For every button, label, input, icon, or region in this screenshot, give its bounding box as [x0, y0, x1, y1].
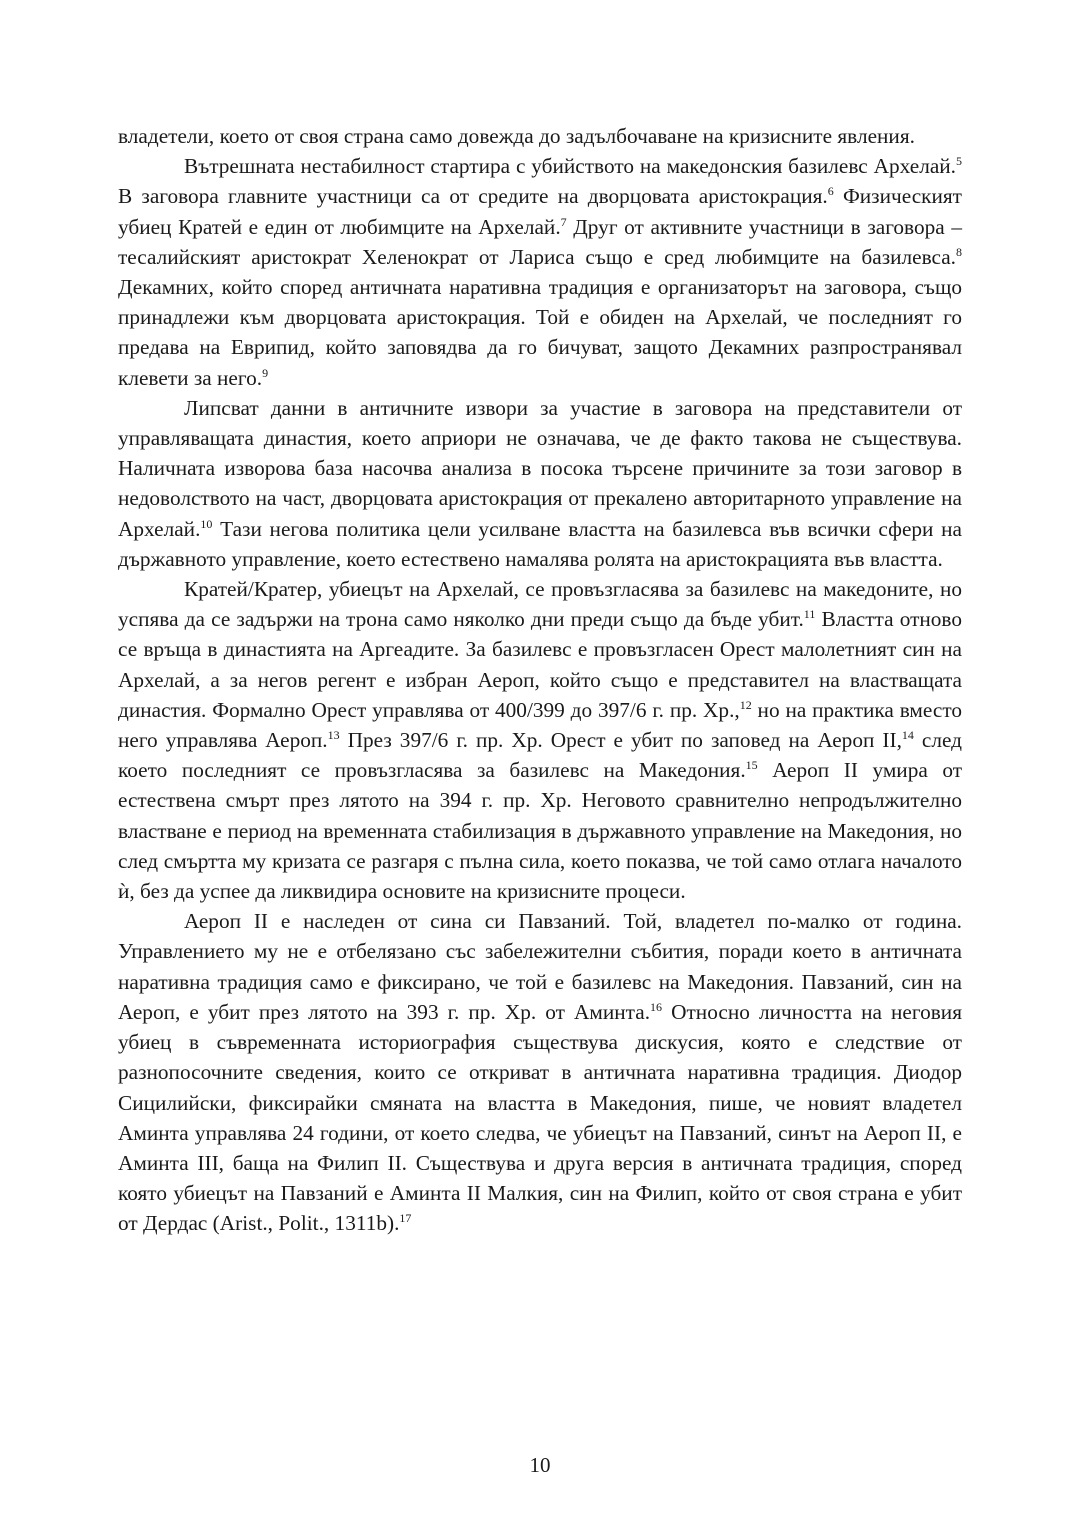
- paragraph-text: Вътрешната нестабилност стартира с убийството на македонския базилевс Архелай.: [184, 154, 956, 179]
- footnote-marker: 5: [956, 154, 962, 169]
- footnote-marker: 17: [399, 1211, 412, 1226]
- footnote-marker: 6: [827, 184, 834, 199]
- paragraph-text: Аероп II е наследен от сина си Павзаний. Той, владетел по-малко от година. Управлението му не е отбелязано със забележителни събития, поради което в античната наративна традиция само е фиксирано, че той е базилевс на Македония. Павзаний, син на Аероп, е убит през лятото на 393 г. пр. Хр. от Аминта.: [118, 909, 962, 1024]
- paragraph-text: Аероп II умира от естествена смърт през лятото на 394 г. пр. Хр. Неговото сравнително непродължително властване е период на временната стабилизация в държавното управление на Македония, но след смъртта му кризата се разгаря с пълна сила, което показва, че той само отлага началото ѝ, без да успее да ликвидира основите на кризисните процеси.: [118, 758, 963, 904]
- paragraph-text: владетели, което от своя страна само довежда до задълбочаване на кризисните явления.: [118, 124, 915, 148]
- paragraph: [118, 151, 962, 393]
- paragraph-text: Относно личността на неговия убиец в съвременната историография съществува дискусия, която е следствие от разнопосочните сведения, които се откриват в античната наративна традиция. Диодор Сицилийски, фиксирайки смяната на властта в Македония, пише, че новият владетел Аминта управлява 24 години, от което следва, че убиецът на Павзаний, синът на Аероп II, е Аминта III, баща на Филип II. Съществува и друга версия в античната традиция, според която убиецът на Павзаний е Аминта II Малкия, син на Филип, който от своя страна е убит от Дердас (Arist., Polit., 1311b).: [118, 999, 962, 1236]
- body-text: [118, 121, 962, 1239]
- footnote-marker: 16: [650, 999, 663, 1014]
- footnote-marker: 7: [560, 214, 567, 229]
- paragraph: [118, 393, 962, 574]
- paragraph-text: Декамних, който според античната наративна традиция е организаторът на заговора, също принадлежи към дворцовата аристокрация. Той е обиден на Архелай, че последният го предава на Еврипид, който заповядва да го бичуват, защото Декамних разпространявал клевети за него.: [118, 275, 962, 390]
- footnote-marker: 15: [745, 758, 758, 773]
- footnote-marker: 11: [803, 607, 816, 622]
- paragraph-text: Властта отново се връща в династията на Аргеадите. За базилевс е провъзгласен Орест малолетният син на Архелай, а за негов регент е избран Аероп, който също е представител на властващата династия. Формално Орест управлява от 400/399 до 397/6 г. пр. Хр.,: [118, 607, 962, 722]
- footnote-marker: 14: [901, 727, 914, 742]
- paragraph-text: Кратей/Кратер, убиецът на Архелай, се провъзгласява за базилевс на македоните, но успява да се задържи на трона само няколко дни преди също да бъде убит.: [118, 577, 962, 632]
- paragraph-text: През 397/6 г. пр. Хр. Орест е убит по заповед на Аероп II,: [339, 728, 902, 753]
- paragraph-text: но на практика вместо него управлява Аероп.: [118, 697, 962, 753]
- paragraph: [118, 574, 962, 906]
- paragraph: [118, 906, 962, 1238]
- footnote-marker: 10: [200, 516, 213, 531]
- paragraph-text: В заговора главните участници са от средите на дворцовата аристокрация.: [118, 184, 828, 209]
- footnote-marker: 8: [956, 244, 962, 259]
- footnote-marker: 13: [327, 727, 340, 742]
- footnote-marker: 9: [262, 365, 269, 380]
- footnote-marker: 12: [739, 697, 752, 712]
- paragraph-text: Физическият убиец Кратей е един от любимците на Архелай.: [118, 184, 962, 239]
- paragraph-text: Друг от активните участници в заговора – тесалийският аристократ Хеленократ от Лариса също е сред любимците на базилевса.: [118, 214, 962, 269]
- paragraph-text: Липсват данни в античните извори за участие в заговора на представители от управляващата династия, което априори не означава, че де факто такова не съществува. Наличната изворова база насочва анализа в посока търсене причините за този заговор в недоволството на част, дворцовата аристокрация от прекалено авторитарното управление на Архелай.: [118, 395, 962, 541]
- paragraph: [118, 121, 962, 151]
- paragraph-text: след което последният се провъзгласява за базилевс на Македония.: [118, 728, 963, 783]
- paragraph-text: Тази негова политика цели усилване властта на базилевса във всички сфери на държавното управление, което естествено намалява ролята на аристокрацията във властта.: [118, 516, 962, 571]
- page-number: 10: [529, 1453, 551, 1477]
